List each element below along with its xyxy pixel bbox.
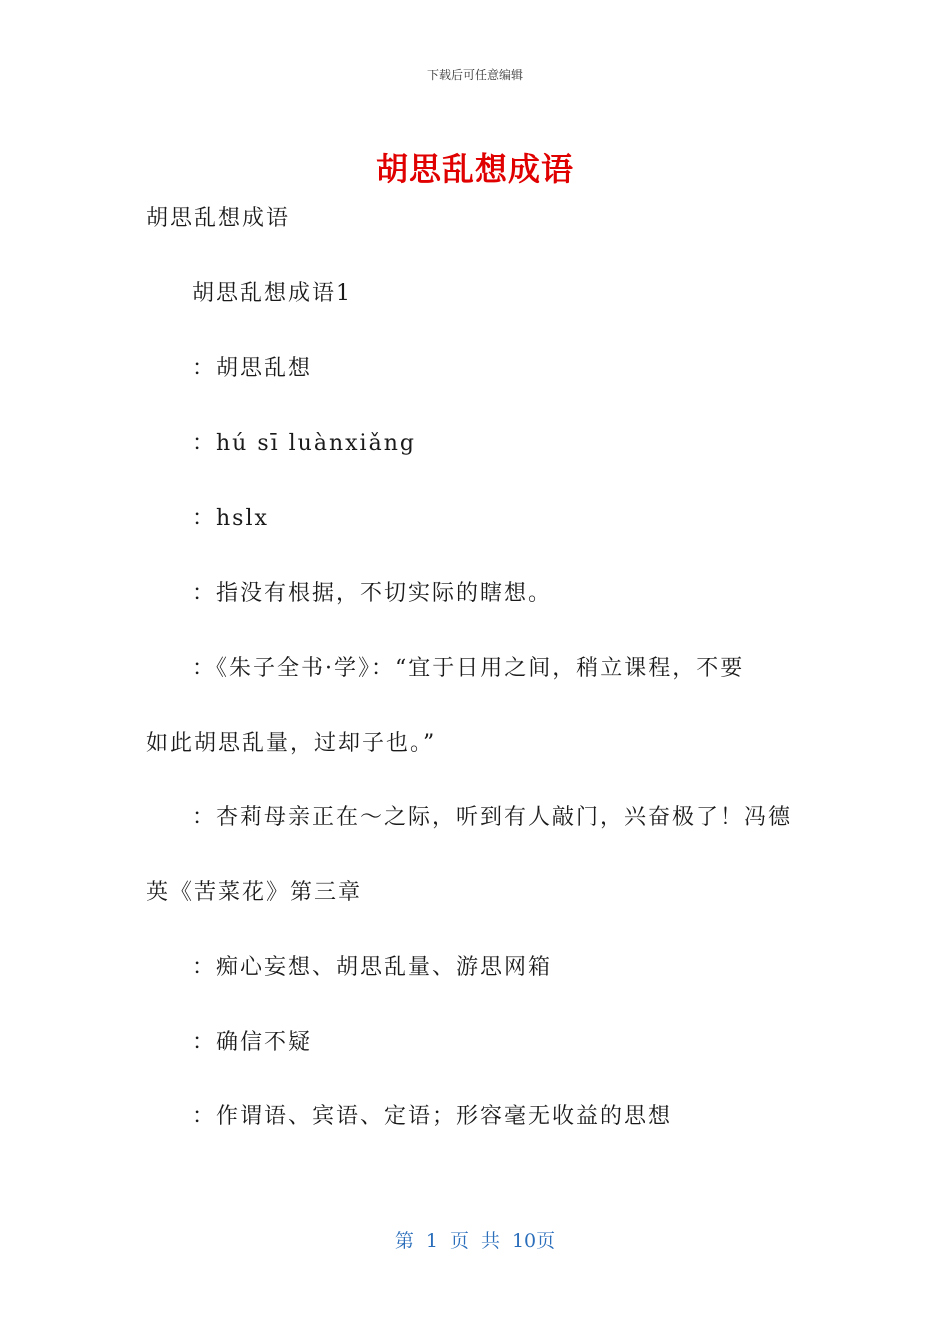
footer-current-page: 1 (425, 1230, 438, 1252)
abbreviation-line: ：hslx (192, 506, 269, 531)
page-footer (0, 1226, 950, 1253)
footer-page-label: 第 (394, 1230, 414, 1252)
source-line-continued: 如此胡思乱量，过却子也。” (146, 731, 437, 756)
antonyms-line: ：确信不疑 (192, 1030, 313, 1055)
meaning-line: ：指没有根据，不切实际的瞎想。 (192, 581, 553, 606)
usage-line: ：作谓语、宾语、定语；形容毫无收益的思想 (192, 1104, 673, 1129)
footer-total-label: 共 (480, 1230, 500, 1252)
synonyms-line: ：痴心妄想、胡思乱量、游思网箱 (192, 955, 553, 980)
document-title: 胡思乱想成语 (375, 150, 574, 188)
subtitle-line: 胡思乱想成语 (146, 206, 291, 231)
footer-page-unit: 页 (449, 1230, 469, 1252)
example-line: ：杏莉母亲正在～之际，听到有人敲门，兴奋极了！冯德 (192, 805, 793, 830)
pinyin-line: ：hú sī luànxiǎng (192, 431, 416, 456)
idiom-line: ：胡思乱想 (192, 356, 313, 381)
header-note: 下载后可任意编辑 (426, 68, 523, 82)
footer-total-pages: 10页 (511, 1230, 556, 1252)
section-heading: 胡思乱想成语1 (192, 281, 352, 306)
example-line-continued: 英《苦菜花》第三章 (146, 880, 363, 905)
source-line: ：《朱子全书·学》：“宜于日用之间，稍立课程，不要 (192, 656, 745, 681)
